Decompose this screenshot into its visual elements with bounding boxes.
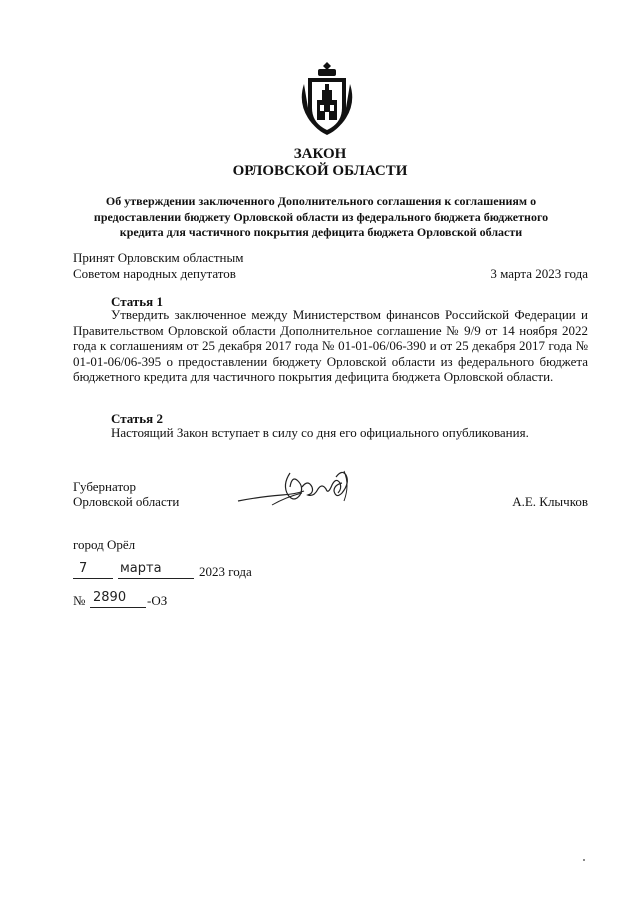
law-title: ЗАКОН xyxy=(293,146,347,162)
handwritten-signature xyxy=(232,465,362,515)
article-1-title: Статья 1 xyxy=(111,294,163,309)
signatory-position-line1: Губернатор xyxy=(73,479,136,494)
signatory-name: А.Е. Клычков xyxy=(512,494,588,509)
city-name: город Орёл xyxy=(73,537,136,552)
law-subject: Об утверждении заключенного Дополнительного соглашения к соглашениям о предоставлении бюджету Орловской области из федерального бюджета бюджетного кредита для частичного покрытия дефицита бюджета Орловской области xyxy=(93,194,549,239)
signing-date xyxy=(73,563,313,583)
law-number xyxy=(73,592,273,612)
article-1-body: Утвердить заключенное между Министерством финансов Российской Федерации и Правительством Орловской области Дополнительное соглашение № 9/9 от 14 ноября 2022 года к соглашениям от 25 декабря 2017 года № 01-01-06/06-390 и от 25 декабря 2017 года № 01-01-06/06-395 о предоставлении бюджету Орловской области из федерального бюджета бюджетного кредита для частичного покрытия дефицита бюджета Орловской области. xyxy=(73,307,588,385)
signing-year: 2023 года xyxy=(199,564,252,579)
region-title: ОРЛОВСКОЙ ОБЛАСТИ xyxy=(232,163,408,179)
law-number-value: 2890 xyxy=(93,590,127,605)
adopted-by-line1: Принят Орловским областным xyxy=(73,250,244,265)
signing-day: 7 xyxy=(79,561,88,576)
scan-speck xyxy=(583,859,585,861)
adoption-date: 3 марта 2023 года xyxy=(490,266,588,281)
article-2-title: Статья 2 xyxy=(111,411,163,426)
signatory-position-line2: Орловской области xyxy=(73,494,180,509)
article-2-body: Настоящий Закон вступает в силу со дня его официального опубликования. xyxy=(111,425,529,440)
adopted-by-line2: Советом народных депутатов xyxy=(73,266,236,281)
signing-month: марта xyxy=(120,561,162,576)
coat-of-arms-emblem xyxy=(298,60,356,138)
number-sign: № xyxy=(73,593,86,608)
number-suffix: -ОЗ xyxy=(147,593,168,608)
